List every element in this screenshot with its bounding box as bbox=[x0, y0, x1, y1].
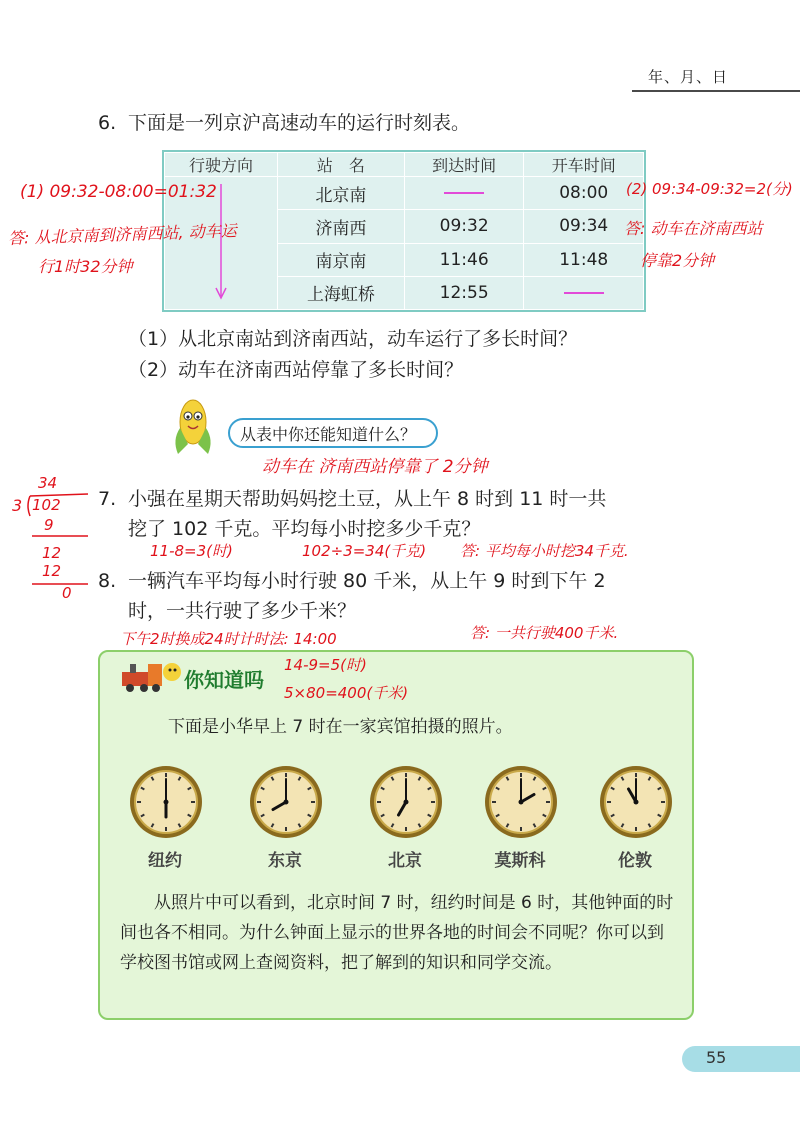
q7-line2: 挖了 102 千克。平均每小时挖多少千克？ bbox=[128, 518, 481, 540]
hw-bubble-answer: 动车在 济南西站停靠了 2分钟 bbox=[262, 457, 488, 477]
info-paragraph bbox=[120, 888, 676, 978]
hw-q6-ans2-a: 答: 动车在济南西站 bbox=[624, 219, 763, 238]
corn-mascot-icon bbox=[168, 392, 218, 458]
page-number: 55 bbox=[706, 1048, 727, 1067]
info-title: 你知道吗 bbox=[184, 668, 264, 692]
station-cell: 南京南 bbox=[278, 243, 405, 276]
info-paragraph-text: 从照片中可以看到，北京时间 7 时，纽约时间是 6 时，其他钟面的时间也各不相同。为什么钟面上显示的世界各地的时间会不同呢？你可以到学校图书馆或网上查阅资料，把了解到的知识和同学交流。 bbox=[120, 893, 674, 973]
clock-icon bbox=[483, 764, 559, 840]
city-label: 东京 bbox=[268, 851, 302, 871]
depart-cell: 09:34 bbox=[524, 210, 644, 243]
q7-line1: 小强在星期天帮助妈妈挖土豆，从上午 8 时到 11 时一共 bbox=[128, 488, 607, 510]
table-header-row bbox=[165, 153, 644, 177]
clock-icon bbox=[248, 764, 324, 840]
hw-div-step1: 9 bbox=[44, 516, 54, 534]
table-header: 行驶方向 bbox=[165, 153, 278, 177]
no-time-dash bbox=[564, 292, 604, 294]
hw-q7-answer: 答: 平均每小时挖34千克. bbox=[460, 542, 629, 560]
q8-line2: 时，一共行驶了多少千米？ bbox=[128, 600, 357, 622]
city-label: 纽约 bbox=[148, 851, 182, 871]
arrive-cell: 09:32 bbox=[404, 210, 524, 243]
clock-icon bbox=[598, 764, 674, 840]
hw-q7-calc1: 11-8=3(时) bbox=[150, 542, 233, 560]
q6-sub2: （2）动车在济南西站停靠了多长时间？ bbox=[128, 359, 464, 381]
q7-number: 7. bbox=[98, 488, 117, 510]
depart-cell: 11:48 bbox=[524, 243, 644, 276]
arrive-cell: 12:55 bbox=[404, 276, 524, 309]
q6-number: 6. bbox=[98, 112, 117, 134]
q8-number: 8. bbox=[98, 570, 117, 592]
arrive-cell: 11:46 bbox=[404, 243, 524, 276]
no-time-dash bbox=[444, 192, 484, 194]
hw-div-step2: 12 bbox=[42, 544, 62, 562]
station-cell: 上海虹桥 bbox=[278, 276, 405, 309]
date-header: 年、月、日 bbox=[648, 68, 729, 86]
station-cell: 济南西 bbox=[278, 210, 405, 243]
hw-q8-note: 下午2时换成24时计时法: 14:00 bbox=[120, 630, 337, 648]
info-intro: 下面是小华早上 7 时在一家宾馆拍摄的照片。 bbox=[168, 717, 513, 737]
hw-div-quotient: 34 bbox=[38, 474, 58, 492]
city-label: 莫斯科 bbox=[494, 851, 546, 871]
clock-icon bbox=[368, 764, 444, 840]
city-label: 北京 bbox=[388, 851, 422, 871]
depart-cell bbox=[524, 276, 644, 309]
hw-q6-calc1: (1) 09:32-08:00=01:32 bbox=[20, 182, 217, 202]
q6-sub1: （1）从北京南站到济南西站，动车运行了多长时间？ bbox=[128, 328, 578, 350]
station-cell: 北京南 bbox=[278, 177, 405, 210]
hw-q8-calc2: 5×80=400(千米) bbox=[284, 684, 409, 702]
long-division-lines bbox=[10, 492, 90, 596]
city-label: 伦敦 bbox=[618, 851, 652, 871]
table-header: 开车时间 bbox=[524, 153, 644, 177]
table-header: 站 名 bbox=[278, 153, 405, 177]
hw-div-remainder: 0 bbox=[62, 584, 72, 602]
q6-text: 下面是一列京沪高速动车的运行时刻表。 bbox=[128, 112, 471, 134]
hw-q7-calc2: 102÷3=34(千克) bbox=[302, 542, 427, 560]
table-header: 到达时间 bbox=[404, 153, 524, 177]
depart-cell: 08:00 bbox=[524, 177, 644, 210]
hw-q8-calc1: 14-9=5(时) bbox=[284, 656, 367, 674]
q8-line1: 一辆汽车平均每小时行驶 80 千米，从上午 9 时到下午 2 bbox=[128, 570, 606, 592]
header-rule bbox=[632, 90, 800, 92]
hw-q6-ans2-b: 停靠2分钟 bbox=[640, 251, 715, 270]
page-number-tab bbox=[682, 1046, 800, 1072]
clock-icon bbox=[128, 764, 204, 840]
train-icon bbox=[118, 658, 184, 694]
hw-q6-ans1-a: 答: 从北京南到济南西站, 动车运 bbox=[7, 221, 237, 248]
table-row bbox=[165, 177, 644, 210]
arrive-cell bbox=[404, 177, 524, 210]
speech-text: 从表中你还能知道什么？ bbox=[240, 425, 417, 444]
hw-div-dividend: 102 bbox=[32, 496, 61, 514]
hw-q6-ans1-b: 行1时32分钟 bbox=[38, 257, 133, 276]
hw-q8-answer: 答: 一共行驶400千米. bbox=[470, 624, 619, 642]
hw-div-step3: 12 bbox=[42, 562, 62, 580]
hw-div-divisor: 3 bbox=[12, 496, 23, 515]
hw-q6-calc2: (2) 09:34-09:32=2(分) bbox=[626, 180, 793, 198]
